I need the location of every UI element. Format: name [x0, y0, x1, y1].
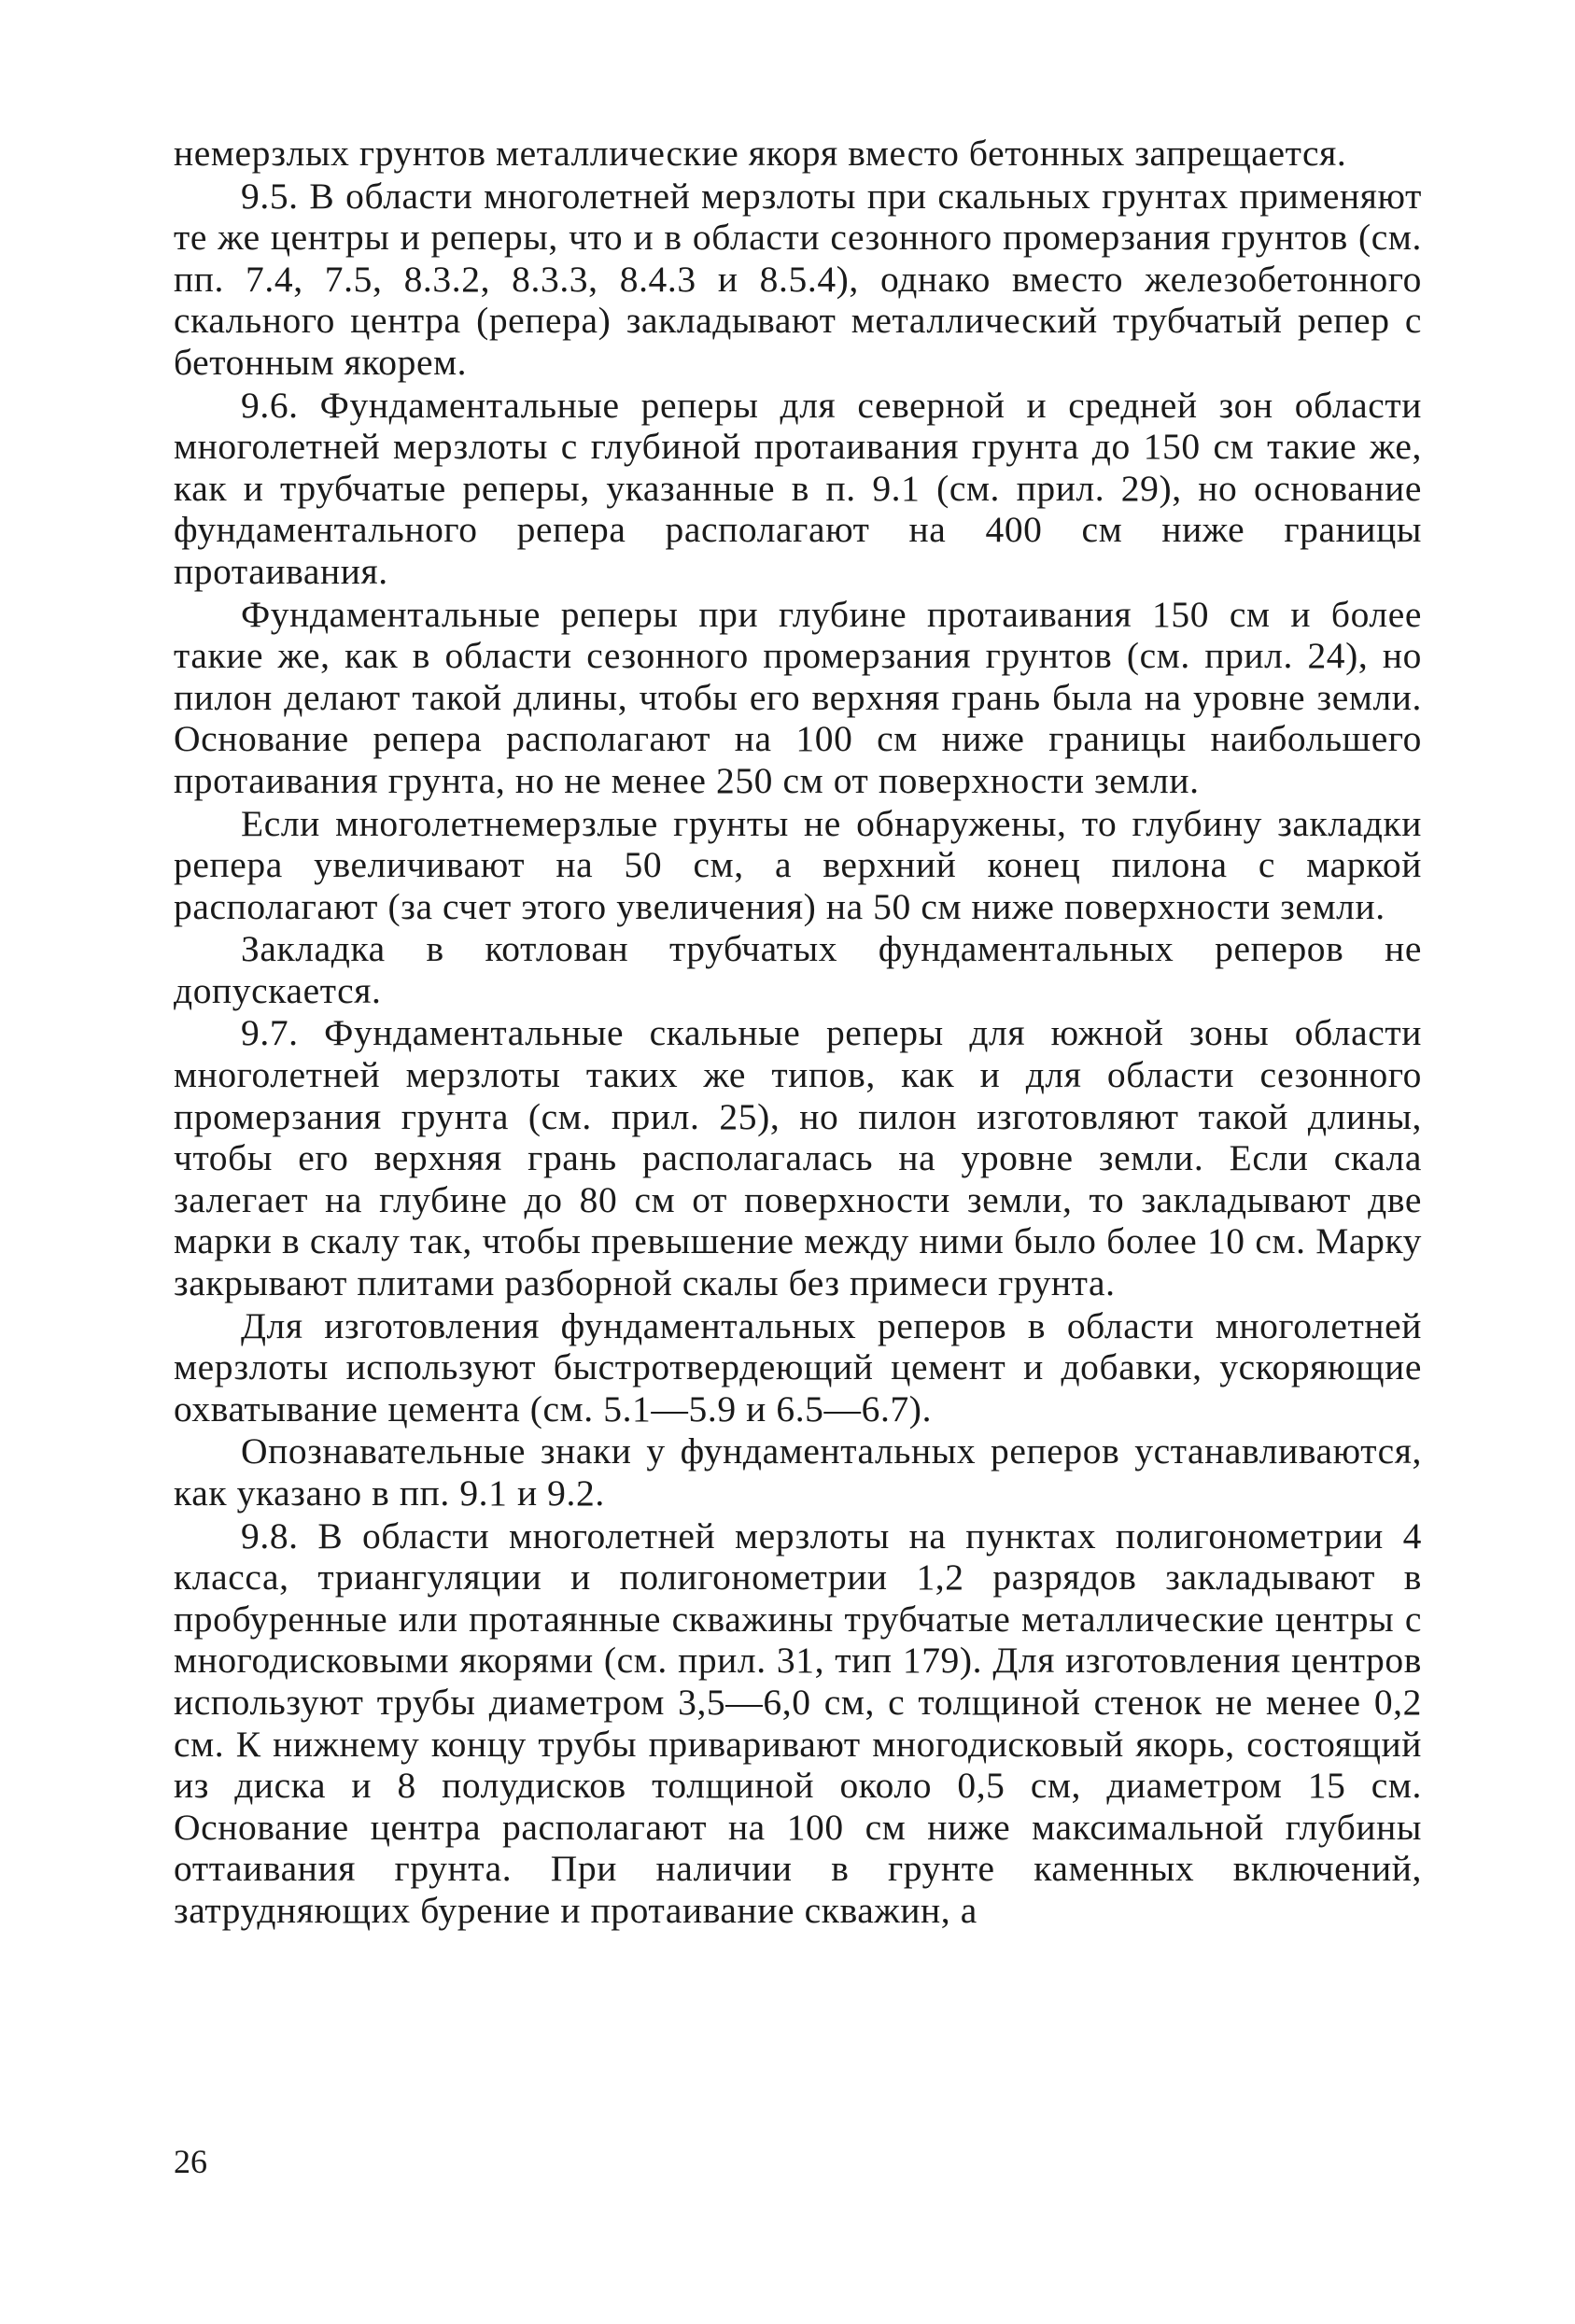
paragraph-9-7: 9.7. Фундаментальные скальные реперы для южной зоны области многолетней мерзлоты таких же типов, как и для области сезонного промерзания грунта (см. прил. 25), но пилон изготовляют такой длины, чтобы его верхняя грань располагалась на уровне земли. Если скала залегает на глубине до 80 см от поверхности земли, то закладывают две марки в скалу так, чтобы превышение между ними было более 10 см. Марку закрывают плитами разборной скалы без примеси грунта.: [174, 1012, 1422, 1304]
paragraph-9-8: 9.8. В области многолетней мерзлоты на пунктах полигонометрии 4 класса, триангуляции и полигонометрии 1,2 разрядов закладывают в пробуренные или протаянные скважины трубчатые металлические центры с многодисковыми якорями (см. прил. 31, тип 179). Для изготовления центров используют трубы диаметром 3,5—6,0 см, с толщиной стенок не менее 0,2 см. К нижнему концу трубы приваривают многодисковый якорь, состоящий из диска и 8 полудисков толщиной около 0,5 см, диаметром 15 см. Основание центра располагают на 100 см ниже максимальной глубины оттаивания грунта. При наличии в грунте каменных включений, затрудняющих бурение и протаивание скважин, а: [174, 1514, 1422, 1931]
paragraph-cement: Для изготовления фундаментальных реперов в области многолетней мерзлоты используют быстротвердеющий цемент и добавки, ускоряющие охватывание цемента (см. 5.1—5.9 и 6.5—6.7).: [174, 1304, 1422, 1430]
paragraph-9-5: 9.5. В области многолетней мерзлоты при скальных грунтах применяют те же центры и реперы, что и в области сезонного промерзания грунтов (см. пп. 7.4, 7.5, 8.3.2, 8.3.3, 8.4.3 и 8.5.4), однако вместо железобетонного скального центра (репера) закладывают металлический трубчатый репер с бетонным якорем.: [174, 175, 1422, 383]
paragraph-signs: Опознавательные знаки у фундаментальных реперов устанавливаются, как указано в пп. 9.1 и 9.2.: [174, 1430, 1422, 1514]
paragraph-9-6: 9.6. Фундаментальные реперы для северной и средней зон области многолетней мерзлоты с глубиной протаивания грунта до 150 см такие же, как и трубчатые реперы, указанные в п. 9.1 (см. прил. 29), но основание фундаментального репера располагают на 400 см ниже границы протаивания.: [174, 384, 1422, 592]
paragraph-thaw-depth: Фундаментальные реперы при глубине протаивания 150 см и более такие же, как в области сезонного промерзания грунтов (см. прил. 24), но пилон делают такой длины, чтобы его верхняя грань была на уровне земли. Основание репера располагают на 100 см ниже границы наибольшего протаивания грунта, но не менее 250 см от поверхности земли.: [174, 593, 1422, 801]
page-number: 26: [174, 2143, 207, 2180]
paragraph-no-permafrost: Если многолетнемерзлые грунты не обнаружены, то глубину закладки репера увеличивают на 50 см, а верхний конец пилона с маркой располагают (за счет этого увеличения) на 50 см ниже поверхности земли.: [174, 802, 1422, 927]
body-text: [174, 133, 1422, 1933]
paragraph-pit-placement: Закладка в котлован трубчатых фундаментальных реперов не допускается.: [174, 928, 1422, 1011]
paragraph-continuation: немерзлых грунтов металлические якоря вместо бетонных запрещается.: [174, 133, 1347, 174]
